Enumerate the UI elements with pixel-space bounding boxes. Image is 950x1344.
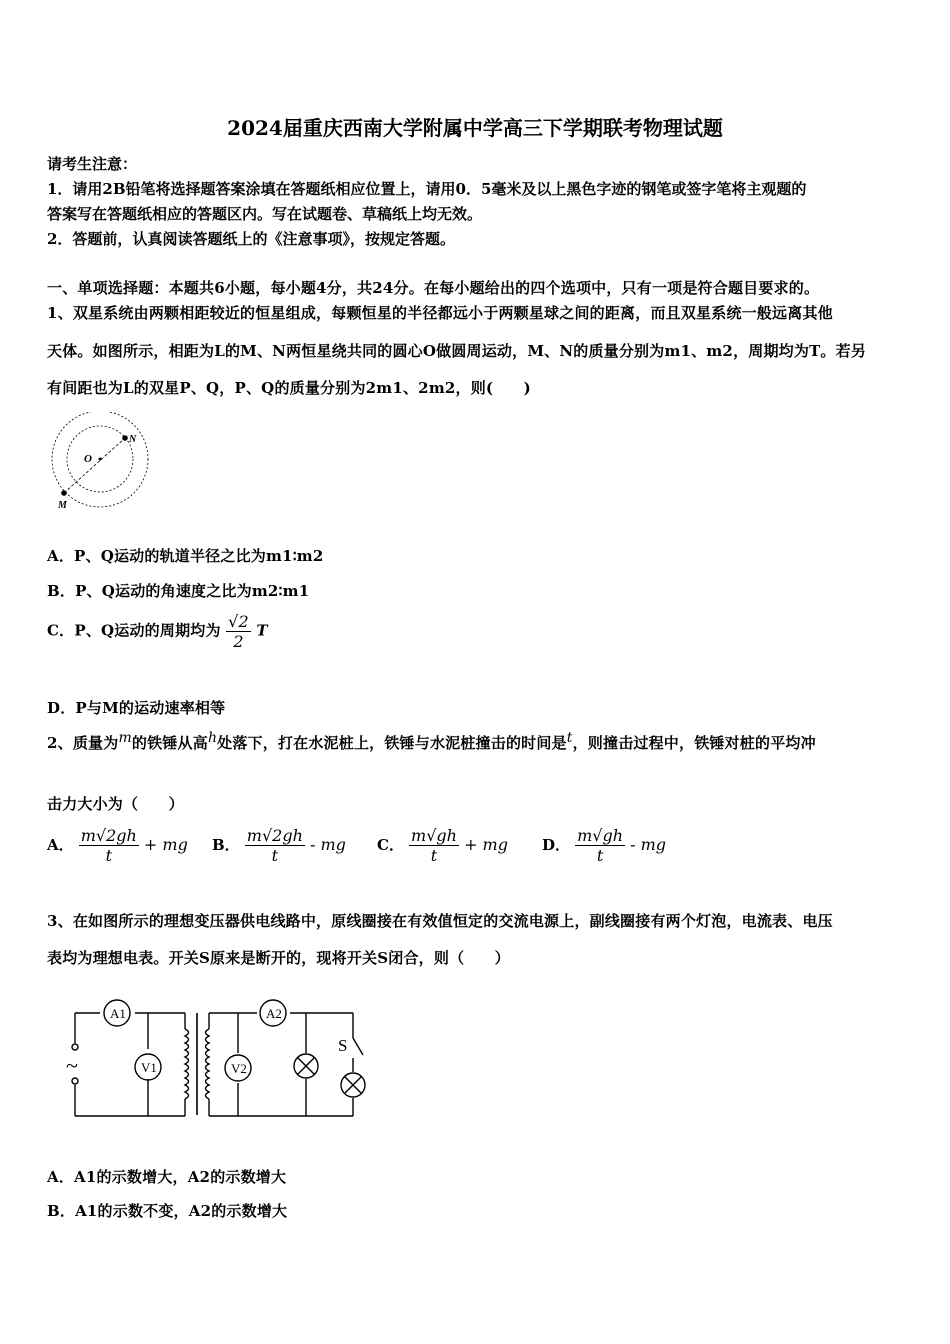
- q2-sym-h: h: [207, 730, 218, 746]
- q1-option-c-text: C．P、Q运动的周期均为: [47, 621, 221, 640]
- star-m: [61, 490, 67, 496]
- q2-option-d-fraction: [575, 826, 625, 865]
- q2-option-d-den: t: [596, 846, 604, 865]
- q2-option-c-den: t: [430, 846, 438, 865]
- q2-option-a-label: A．: [47, 836, 74, 854]
- q2-option-b-label: B．: [212, 836, 240, 854]
- notice-line-1b: 答案写在答题纸相应的答题区内。写在试题卷、草稿纸上均无效。: [47, 205, 483, 223]
- q2-text-c: 处落下，打在水泥桩上，铁锤与水泥桩撞击的时间是: [217, 734, 567, 752]
- q1-line-1: 1、双星系统由两颗相距较近的恒星组成，每颗恒星的半径都远小于两颗星球之间的距离，而且双星系统一般远离其他: [47, 304, 833, 322]
- q2-option-c-tail: + mg: [464, 835, 508, 854]
- q3-line-1: 3、在如图所示的理想变压器供电线路中，原线圈接在有效值恒定的交流电源上，副线圈接有两个灯泡，电流表、电压: [47, 912, 833, 930]
- q2-option-a-fraction: [79, 826, 139, 865]
- q2-option-b-num: m√2gh: [246, 826, 303, 845]
- q2-option-b-den: t: [271, 846, 279, 865]
- q2-option-c-fraction: [409, 826, 459, 865]
- q3-option-b: B．A1的示数不变，A2的示数增大: [47, 1202, 288, 1220]
- q1-line-3: 有间距也为L的双星P、Q，P、Q的质量分别为2m1、2m2，则( ): [47, 379, 531, 397]
- q2-line-2: 击力大小为（ ）: [47, 795, 184, 813]
- q2-option-a-num: m√2gh: [80, 826, 137, 845]
- label-m: M: [58, 500, 67, 511]
- q2-option-a: [47, 826, 188, 865]
- q1-option-d: D．P与M的运动速率相等: [47, 699, 226, 717]
- q1-option-a: A．P、Q运动的轨道半径之比为m1∶m2: [47, 547, 324, 565]
- q2-sym-t: t: [566, 730, 573, 746]
- q1-option-c: [47, 612, 268, 651]
- q2-text-a: 2、质量为: [47, 734, 119, 752]
- q1-option-c-den: 2: [233, 632, 244, 651]
- transformer-circuit-figure: [60, 993, 380, 1123]
- label-o: O: [84, 453, 92, 465]
- q2-text-b: 的铁锤从高: [131, 734, 208, 752]
- binary-star-figure: [48, 412, 158, 512]
- section-heading: 一、单项选择题：本题共6小题，每小题4分，共24分。在每小题给出的四个选项中，只有一项是符合题目要求的。: [47, 279, 820, 297]
- label-v1: V1: [141, 1060, 157, 1075]
- notice-line-2: 2．答题前，认真阅读答题纸上的《注意事项》，按规定答题。: [47, 230, 455, 248]
- q2-option-c-num: m√gh: [411, 826, 457, 845]
- label-n: N: [129, 434, 137, 445]
- notice-header: 请考生注意：: [47, 155, 138, 173]
- label-a2: A2: [266, 1006, 282, 1021]
- q2-option-d-label: D．: [542, 836, 571, 854]
- star-n: [122, 435, 128, 441]
- q1-line-2: 天体。如图所示，相距为L的M、N两恒星绕共同的圆心O做圆周运动，M、N的质量分别为m1、m2，周期均为T。若另: [47, 342, 867, 360]
- q2-text-d: ，则撞击过程中，铁锤对桩的平均冲: [572, 734, 816, 752]
- q3-option-a: A．A1的示数增大，A2的示数增大: [47, 1168, 287, 1186]
- label-s: S: [338, 1036, 348, 1055]
- q1-option-c-tail: T: [256, 621, 268, 640]
- q1-option-c-num: √2: [228, 612, 249, 631]
- q2-sym-m: m: [118, 730, 132, 746]
- q1-option-b: B．P、Q运动的角速度之比为m2∶m1: [47, 582, 310, 600]
- q2-option-b-tail: - mg: [309, 835, 346, 854]
- q2-option-d: [542, 826, 666, 865]
- label-v2: V2: [231, 1061, 247, 1076]
- q2-line-1: [47, 730, 816, 753]
- page-title: 2024届重庆西南大学附属中学高三下学期联考物理试题: [227, 116, 723, 140]
- ac-source-symbol: ~: [66, 1053, 78, 1078]
- q1-option-c-fraction: [226, 612, 251, 651]
- label-a1: A1: [110, 1006, 126, 1021]
- q2-option-b-fraction: [245, 826, 305, 865]
- q2-option-d-num: m√gh: [577, 826, 624, 845]
- q2-option-c-label: C．: [377, 836, 404, 854]
- q3-line-2: 表均为理想电表。开关S原来是断开的，现将开关S闭合，则（ ）: [47, 949, 510, 967]
- connecting-line: [64, 438, 125, 493]
- q2-option-a-tail: + mg: [143, 835, 188, 854]
- q2-option-d-tail: - mg: [630, 835, 667, 854]
- notice-line-1a: 1．请用2B铅笔将选择题答案涂填在答题纸相应位置上，请用0．5毫米及以上黑色字迹的钢笔或签字笔将主观题的: [47, 180, 807, 198]
- center-o: [99, 458, 102, 461]
- q2-option-b: [212, 826, 346, 865]
- q2-option-a-den: t: [105, 846, 112, 865]
- q2-option-c: [377, 826, 508, 865]
